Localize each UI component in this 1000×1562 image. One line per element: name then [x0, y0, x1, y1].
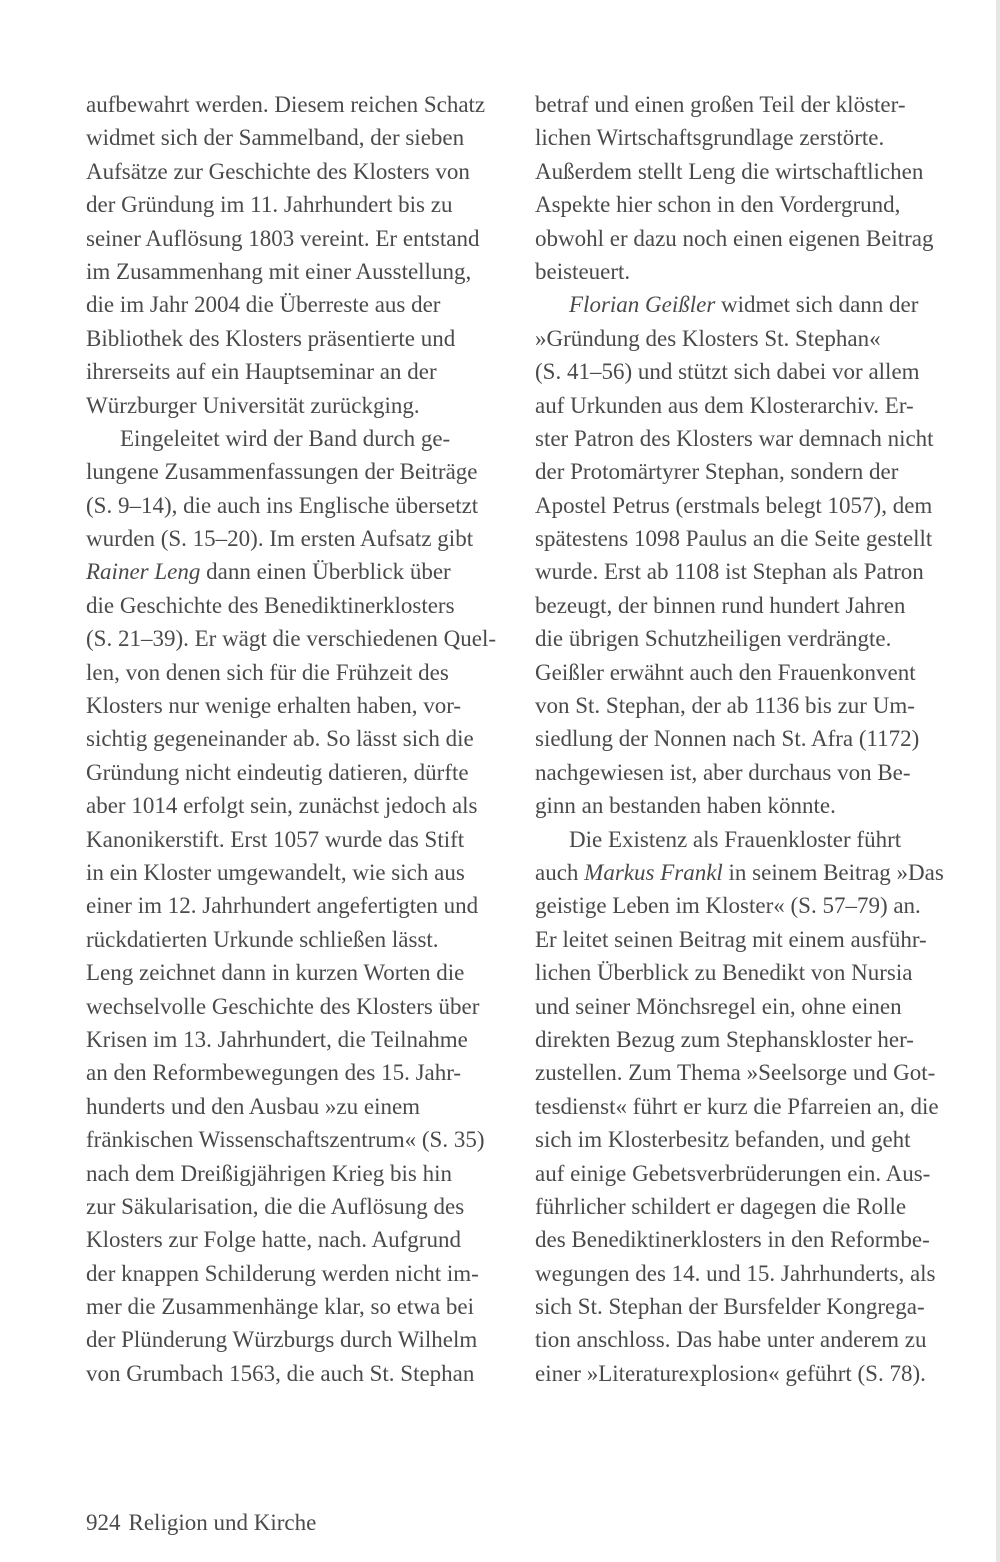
line-text: Krisen im 13. Jahrhundert, die Teilnahme [86, 1026, 468, 1052]
text-line [86, 823, 510, 856]
line-text: wegungen des 14. und 15. Jahrhunderts, als [535, 1260, 936, 1286]
line-text: von Grumbach 1563, die auch St. Stephan [86, 1360, 475, 1386]
line-text: Klosters zur Folge hatte, nach. Aufgrund [86, 1227, 461, 1253]
author-name: Markus Frankl [584, 859, 723, 885]
text-line [86, 956, 510, 989]
line-text: die übrigen Schutzheiligen verdrängte. [535, 626, 892, 652]
text-line [535, 889, 959, 922]
line-text: widmet sich der Sammelband, der sieben [86, 125, 465, 151]
right-column [535, 88, 959, 1390]
line-text: sich St. Stephan der Bursfelder Kongrega- [535, 1294, 925, 1320]
text-line [86, 288, 510, 321]
text-line [535, 990, 959, 1023]
line-text: ihrerseits auf ein Hauptseminar an der [86, 359, 437, 385]
text-line [535, 188, 959, 221]
text-line [86, 522, 510, 555]
text-line [86, 322, 510, 355]
line-text: rückdatierten Urkunde schließen lässt. [86, 926, 439, 952]
text-line [86, 856, 510, 889]
line-text: (S. 41–56) und stützt sich dabei vor allem [535, 359, 920, 385]
line-text: auch [535, 859, 585, 885]
line-text: lungene Zusammenfassungen der Beiträge [86, 459, 478, 485]
line-text: aufbewahrt werden. Diesem reichen Schatz [86, 92, 486, 117]
text-line [535, 422, 959, 455]
text-line [86, 1257, 510, 1290]
line-text: in ein Kloster umgewandelt, wie sich aus [86, 859, 465, 885]
line-text: »Gründung des Klosters St. Stephan« [535, 325, 881, 351]
line-text: Würzburger Universität zurückging. [86, 392, 420, 418]
line-text: nach dem Dreißigjährigen Krieg bis hin [86, 1160, 452, 1186]
text-line [535, 689, 959, 722]
text-line [86, 1157, 510, 1190]
line-text: betraf und einen großen Teil der klöster- [535, 92, 906, 117]
text-line [535, 489, 959, 522]
line-text: wurden (S. 15–20). Im ersten Aufsatz gibt [86, 526, 474, 552]
line-text: die im Jahr 2004 die Überreste aus der [86, 292, 441, 318]
text-line [535, 555, 959, 588]
line-text: der Plünderung Würzburgs durch Wilhelm [86, 1327, 478, 1353]
text-line [86, 1223, 510, 1256]
text-line [535, 856, 959, 889]
line-text: obwohl er dazu noch einen eigenen Beitrag [535, 225, 934, 251]
line-text: Leng zeichnet dann in kurzen Worten die [86, 960, 465, 986]
text-line [86, 455, 510, 488]
line-text: fränkischen Wissenschaftszentrum« (S. 35) [86, 1127, 485, 1153]
text-line [535, 1223, 959, 1256]
text-line [535, 789, 959, 822]
line-text: ginn an bestanden haben könnte. [535, 793, 836, 819]
line-text: Aufsätze zur Geschichte des Klosters von [86, 158, 470, 184]
line-text: widmet sich dann der [715, 292, 919, 318]
page-edge [996, 0, 1000, 1562]
line-text: sich im Klosterbesitz befanden, und geht [535, 1127, 911, 1153]
text-line [86, 1357, 510, 1390]
text-line [535, 255, 959, 288]
line-text: lichen Überblick zu Benedikt von Nursia [535, 960, 913, 986]
text-line [535, 1023, 959, 1056]
line-text: beisteuert. [535, 258, 631, 284]
line-text: siedlung der Nonnen nach St. Afra (1172) [535, 726, 920, 752]
line-text: dann einen Überblick über [200, 559, 451, 585]
line-text: zur Säkularisation, die die Auflösung des [86, 1193, 465, 1219]
text-line [86, 622, 510, 655]
text-line [535, 622, 959, 655]
text-line [86, 689, 510, 722]
text-line [86, 1190, 510, 1223]
text-line [86, 1290, 510, 1323]
text-line [535, 322, 959, 355]
page-footer [86, 1508, 316, 1538]
text-line [535, 823, 959, 856]
text-line [86, 990, 510, 1023]
line-text: mer die Zusammenhänge klar, so etwa bei [86, 1294, 475, 1320]
line-text: Klosters nur wenige erhalten haben, vor- [86, 693, 462, 719]
line-text: des Benediktinerklosters in den Reformbe- [535, 1227, 930, 1253]
line-text: führlicher schildert er dagegen die Rolle [535, 1193, 907, 1219]
line-text: tion anschloss. Das habe unter anderem zu [535, 1327, 927, 1353]
line-text: seiner Auflösung 1803 vereint. Er entstand [86, 225, 480, 251]
text-line [535, 1123, 959, 1156]
line-text: tesdienst« führt er kurz die Pfarreien an, die [535, 1093, 939, 1119]
page-number: 924 [86, 1510, 121, 1535]
text-line [535, 1290, 959, 1323]
text-line [535, 522, 959, 555]
line-text: Aspekte hier schon in den Vordergrund, [535, 192, 901, 218]
text-line [535, 656, 959, 689]
line-text: Eingeleitet wird der Band durch ge- [120, 425, 451, 451]
section-title: Religion und Kirche [128, 1510, 317, 1535]
line-text: Kanonikerstift. Erst 1057 wurde das Stift [86, 826, 465, 852]
text-line [535, 1190, 959, 1223]
text-line [86, 923, 510, 956]
line-text: sichtig gegeneinander ab. So lässt sich die [86, 726, 474, 752]
text-line [86, 1023, 510, 1056]
line-text: ster Patron des Klosters war demnach nicht [535, 425, 934, 451]
line-text: zustellen. Zum Thema »Seelsorge und Got- [535, 1060, 936, 1086]
line-text: auf einige Gebetsverbrüderungen ein. Aus- [535, 1160, 931, 1186]
line-text: Er leitet seinen Beitrag mit einem ausführ- [535, 926, 927, 952]
text-line [535, 1357, 959, 1390]
line-text: im Zusammenhang mit einer Ausstellung, [86, 258, 472, 284]
text-line [86, 756, 510, 789]
text-line [86, 1056, 510, 1089]
line-text: wechselvolle Geschichte des Klosters über [86, 993, 480, 1019]
line-text: geistige Leben im Kloster« (S. 57–79) an. [535, 893, 921, 919]
text-line [535, 88, 959, 121]
text-line [86, 1123, 510, 1156]
line-text: direkten Bezug zum Stephanskloster her- [535, 1026, 914, 1052]
line-text: Außerdem stellt Leng die wirtschaftlichen [535, 158, 924, 184]
line-text: (S. 9–14), die auch ins Englische übersetzt [86, 492, 479, 518]
text-line [86, 188, 510, 221]
line-text: (S. 21–39). Er wägt die verschiedenen Quel- [86, 626, 497, 652]
text-line [86, 255, 510, 288]
text-line [535, 923, 959, 956]
text-line [535, 722, 959, 755]
line-text: lichen Wirtschaftsgrundlage zerstörte. [535, 125, 885, 151]
text-line [86, 121, 510, 154]
text-line [86, 722, 510, 755]
line-text: in seinem Beitrag »Das [722, 859, 944, 885]
text-line [86, 88, 510, 121]
text-line [86, 489, 510, 522]
line-text: der Gründung im 11. Jahrhundert bis zu [86, 192, 453, 218]
line-text: von St. Stephan, der ab 1136 bis zur Um- [535, 693, 915, 719]
text-line [535, 1323, 959, 1356]
line-text: und seiner Mönchsregel ein, ohne einen [535, 993, 902, 1019]
line-text: spätestens 1098 Paulus an die Seite gestellt [535, 526, 933, 552]
text-line [86, 155, 510, 188]
text-line [535, 121, 959, 154]
line-text: einer »Literaturexplosion« geführt (S. 78). [535, 1360, 926, 1386]
text-line [86, 555, 510, 588]
author-name: Florian Geißler [569, 292, 716, 318]
line-text: der Protomärtyrer Stephan, sondern der [535, 459, 899, 485]
line-text: hunderts und den Ausbau »zu einem [86, 1093, 421, 1119]
text-line [86, 1090, 510, 1123]
text-line [86, 889, 510, 922]
line-text: Bibliothek des Klosters präsentierte und [86, 325, 456, 351]
text-line [86, 1323, 510, 1356]
text-line [86, 789, 510, 822]
text-line [535, 1056, 959, 1089]
author-name: Rainer Leng [86, 559, 201, 585]
left-column [86, 88, 510, 1390]
text-line [535, 389, 959, 422]
text-line [535, 222, 959, 255]
text-line [86, 656, 510, 689]
line-text: die Geschichte des Benediktinerklosters [86, 592, 455, 618]
text-line [86, 222, 510, 255]
line-text: Gründung nicht eindeutig datieren, dürfte [86, 759, 469, 785]
line-text: len, von denen sich für die Frühzeit des [86, 659, 449, 685]
line-text: an den Reformbewegungen des 15. Jahr- [86, 1060, 462, 1086]
line-text: Die Existenz als Frauenkloster führt [569, 826, 902, 852]
text-line [535, 589, 959, 622]
line-text: einer im 12. Jahrhundert angefertigten und [86, 893, 479, 919]
line-text: auf Urkunden aus dem Klosterarchiv. Er- [535, 392, 914, 418]
text-line [535, 1157, 959, 1190]
text-line [535, 155, 959, 188]
text-line [535, 1090, 959, 1123]
text-line [86, 422, 510, 455]
text-line [535, 956, 959, 989]
line-text: der knappen Schilderung werden nicht im- [86, 1260, 479, 1286]
line-text: Geißler erwähnt auch den Frauenkonvent [535, 659, 916, 685]
text-line [535, 455, 959, 488]
line-text: nachgewiesen ist, aber durchaus von Be- [535, 759, 911, 785]
line-text: bezeugt, der binnen rund hundert Jahren [535, 592, 906, 618]
text-line [86, 389, 510, 422]
line-text: wurde. Erst ab 1108 ist Stephan als Patron [535, 559, 924, 585]
text-line [86, 355, 510, 388]
text-line [535, 756, 959, 789]
text-line [86, 589, 510, 622]
text-line [535, 355, 959, 388]
text-line [535, 288, 959, 321]
line-text: Apostel Petrus (erstmals belegt 1057), dem [535, 492, 933, 518]
text-line [535, 1257, 959, 1290]
line-text: aber 1014 erfolgt sein, zunächst jedoch als [86, 793, 478, 819]
